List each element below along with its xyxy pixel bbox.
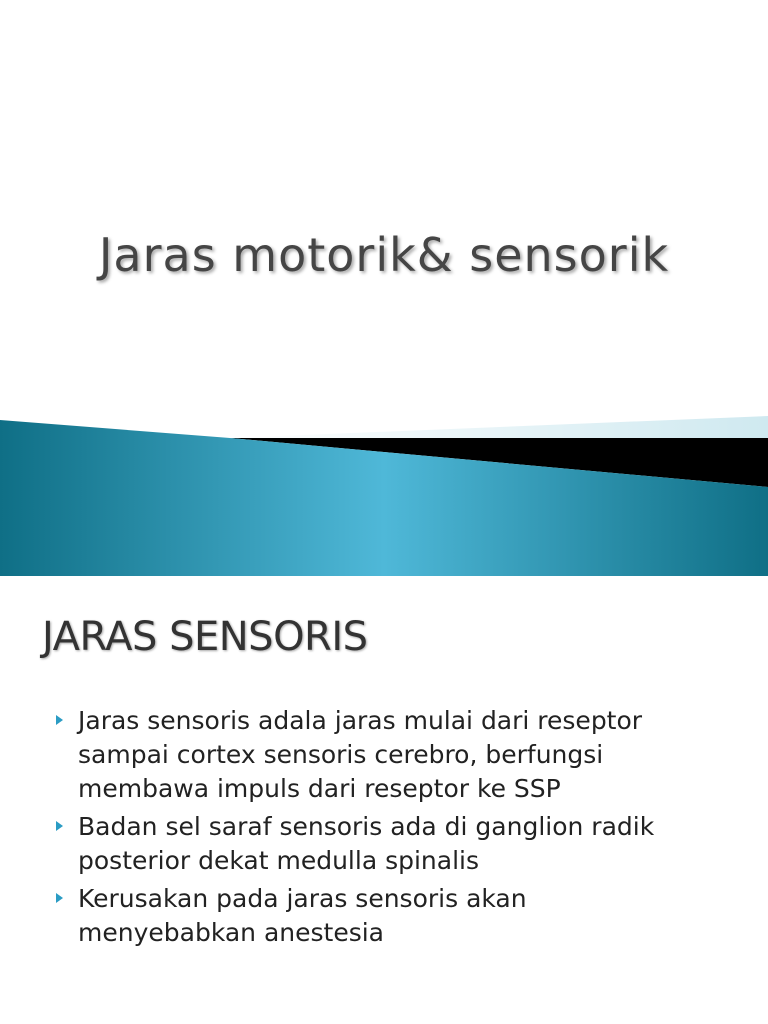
content-slide	[0, 576, 768, 1024]
pale-band-shape	[230, 416, 768, 438]
bullet-line: membawa impuls dari reseptor ke SSP	[78, 774, 561, 803]
triangle-right-icon	[56, 821, 63, 831]
slide-title: Jaras motorik& sensorik	[98, 228, 670, 282]
bullet-line: Badan sel saraf sensoris ada di ganglion radik	[78, 812, 655, 841]
bullet-list	[52, 704, 752, 954]
section-title: JARAS SENSORIS	[42, 614, 368, 660]
bullet-line: posterior dekat medulla spinalis	[78, 846, 480, 875]
triangle-right-icon	[56, 715, 63, 725]
bullet-line: Kerusakan pada jaras sensoris akan	[78, 884, 527, 913]
bullet-line: menyebabkan anestesia	[78, 918, 385, 947]
bullet-item	[52, 882, 752, 950]
teal-swoosh-graphic	[0, 405, 768, 576]
bullet-line: Jaras sensoris adala jaras mulai dari reseptor	[78, 706, 643, 735]
bullet-line: sampai cortex sensoris cerebro, berfungsi	[78, 740, 604, 769]
bullet-item	[52, 704, 752, 806]
triangle-right-icon	[56, 893, 63, 903]
bullet-item	[52, 810, 752, 878]
